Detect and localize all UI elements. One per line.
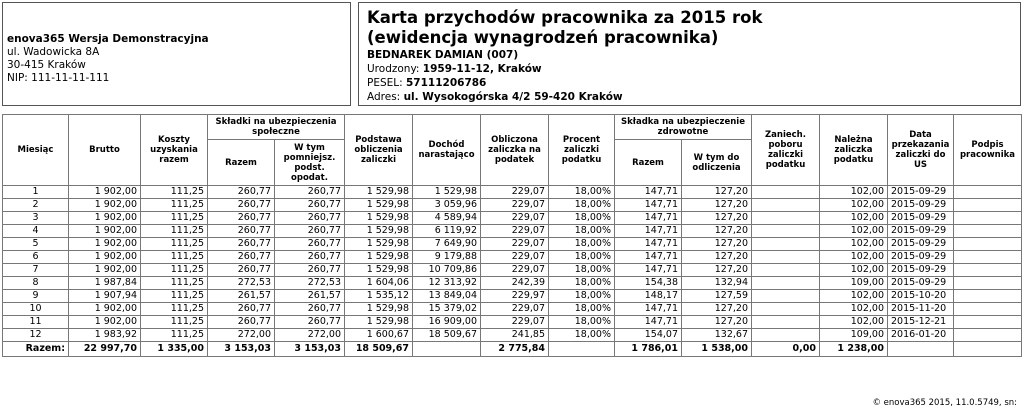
cell-month: 3 [3, 212, 69, 225]
cell-waiver [752, 225, 820, 238]
cell-rate: 18,00% [549, 251, 615, 264]
col-tax-base: Podstawa obliczenia zaliczki [345, 115, 413, 186]
cell-tax-base: 1 529,98 [345, 303, 413, 316]
cell-month: 4 [3, 225, 69, 238]
cell-month: 2 [3, 199, 69, 212]
total-due-advance: 1 238,00 [820, 342, 888, 357]
cell-cumulative: 18 509,67 [413, 329, 481, 342]
cell-transfer-date: 2015-09-29 [888, 238, 954, 251]
cell-due-advance: 109,00 [820, 329, 888, 342]
cell-tax-base: 1 529,98 [345, 264, 413, 277]
cell-rate: 18,00% [549, 316, 615, 329]
company-info-box [2, 2, 351, 106]
cell-gross: 1 902,00 [69, 186, 141, 199]
cell-signature [954, 303, 1022, 316]
col-social-deduct: W tym pomniejsz. podst. opodat. [275, 140, 345, 186]
cell-calc-advance: 229,07 [481, 225, 549, 238]
cell-social-deduct: 260,77 [275, 225, 345, 238]
cell-health-total: 147,71 [615, 212, 682, 225]
cell-social-deduct: 260,77 [275, 316, 345, 329]
table-row [3, 199, 1022, 212]
cell-due-advance: 102,00 [820, 303, 888, 316]
cell-month: 1 [3, 186, 69, 199]
table-body [3, 186, 1022, 357]
col-due-advance: Należna zaliczka podatku [820, 115, 888, 186]
cell-rate: 18,00% [549, 225, 615, 238]
cell-waiver [752, 277, 820, 290]
cell-calc-advance: 229,07 [481, 238, 549, 251]
cell-month: 5 [3, 238, 69, 251]
cell-rate: 18,00% [549, 212, 615, 225]
total-cumulative [413, 342, 481, 357]
cell-month: 10 [3, 303, 69, 316]
report-header-box [358, 2, 1021, 106]
cell-rate: 18,00% [549, 199, 615, 212]
cell-calc-advance: 229,97 [481, 290, 549, 303]
cell-cumulative: 6 119,92 [413, 225, 481, 238]
col-health-group: Składka na ubezpieczenie zdrowotne [615, 115, 752, 140]
cell-due-advance: 102,00 [820, 238, 888, 251]
cell-health-total: 147,71 [615, 251, 682, 264]
cell-rate: 18,00% [549, 290, 615, 303]
cell-social-total: 260,77 [208, 264, 275, 277]
cell-calc-advance: 229,07 [481, 199, 549, 212]
cell-rate: 18,00% [549, 303, 615, 316]
footer-copyright: © enova365 2015, 11.0.5749, sn: [872, 398, 1017, 408]
employee-born [367, 62, 1020, 76]
cell-signature [954, 316, 1022, 329]
company-street: ul. Wadowicka 8A [7, 46, 100, 58]
table-row [3, 212, 1022, 225]
total-health-total: 1 786,01 [615, 342, 682, 357]
cell-signature [954, 251, 1022, 264]
cell-signature [954, 264, 1022, 277]
cell-calc-advance: 229,07 [481, 251, 549, 264]
cell-calc-advance: 241,85 [481, 329, 549, 342]
col-month: Miesiąc [3, 115, 69, 186]
employee-pesel [367, 76, 1020, 90]
cell-gross: 1 902,00 [69, 316, 141, 329]
cell-costs: 111,25 [141, 303, 208, 316]
cell-calc-advance: 229,07 [481, 212, 549, 225]
total-signature [954, 342, 1022, 357]
cell-transfer-date: 2015-11-20 [888, 303, 954, 316]
cell-gross: 1 983,92 [69, 329, 141, 342]
cell-tax-base: 1 529,98 [345, 212, 413, 225]
report-title-line2: (ewidencja wynagrodzeń pracownika) [367, 28, 719, 47]
cell-costs: 111,25 [141, 186, 208, 199]
col-health-total: Razem [615, 140, 682, 186]
cell-cumulative: 1 529,98 [413, 186, 481, 199]
cell-calc-advance: 229,07 [481, 186, 549, 199]
cell-health-total: 147,71 [615, 225, 682, 238]
cell-rate: 18,00% [549, 329, 615, 342]
cell-social-total: 260,77 [208, 212, 275, 225]
cell-gross: 1 902,00 [69, 251, 141, 264]
col-transfer-date: Data przekazania zaliczki do US [888, 115, 954, 186]
total-costs: 1 335,00 [141, 342, 208, 357]
cell-transfer-date: 2015-12-21 [888, 316, 954, 329]
col-gross: Brutto [69, 115, 141, 186]
col-cumulative: Dochód narastająco [413, 115, 481, 186]
cell-waiver [752, 316, 820, 329]
total-gross: 22 997,70 [69, 342, 141, 357]
cell-health-total: 147,71 [615, 316, 682, 329]
cell-month: 6 [3, 251, 69, 264]
cell-tax-base: 1 529,98 [345, 316, 413, 329]
company-city: 30-415 Kraków [7, 59, 86, 71]
cell-tax-base: 1 529,98 [345, 251, 413, 264]
cell-social-total: 260,77 [208, 238, 275, 251]
cell-social-total: 260,77 [208, 251, 275, 264]
cell-signature [954, 199, 1022, 212]
cell-signature [954, 277, 1022, 290]
cell-gross: 1 902,00 [69, 238, 141, 251]
company-name: enova365 Wersja Demonstracyjna [7, 33, 209, 45]
cell-social-deduct: 272,53 [275, 277, 345, 290]
total-social-total: 3 153,03 [208, 342, 275, 357]
cell-gross: 1 987,84 [69, 277, 141, 290]
cell-health-deduct: 127,20 [682, 199, 752, 212]
cell-social-deduct: 260,77 [275, 303, 345, 316]
col-calc-advance: Obliczona zaliczka na podatek [481, 115, 549, 186]
cell-waiver [752, 186, 820, 199]
cell-health-deduct: 127,20 [682, 303, 752, 316]
cell-social-deduct: 260,77 [275, 264, 345, 277]
cell-transfer-date: 2016-01-20 [888, 329, 954, 342]
cell-health-deduct: 132,94 [682, 277, 752, 290]
cell-social-total: 260,77 [208, 316, 275, 329]
cell-social-deduct: 272,00 [275, 329, 345, 342]
cell-health-deduct: 132,67 [682, 329, 752, 342]
table-row [3, 329, 1022, 342]
cell-costs: 111,25 [141, 329, 208, 342]
cell-transfer-date: 2015-09-29 [888, 225, 954, 238]
cell-rate: 18,00% [549, 277, 615, 290]
table-row [3, 251, 1022, 264]
cell-cumulative: 9 179,88 [413, 251, 481, 264]
col-social-total: Razem [208, 140, 275, 186]
cell-gross: 1 902,00 [69, 199, 141, 212]
cell-costs: 111,25 [141, 251, 208, 264]
cell-health-deduct: 127,20 [682, 251, 752, 264]
total-row [3, 342, 1022, 357]
total-health-deduct: 1 538,00 [682, 342, 752, 357]
cell-waiver [752, 251, 820, 264]
cell-transfer-date: 2015-09-29 [888, 264, 954, 277]
cell-cumulative: 13 849,04 [413, 290, 481, 303]
cell-social-deduct: 260,77 [275, 212, 345, 225]
cell-calc-advance: 229,07 [481, 264, 549, 277]
cell-due-advance: 102,00 [820, 212, 888, 225]
cell-month: 8 [3, 277, 69, 290]
total-transfer-date [888, 342, 954, 357]
cell-due-advance: 109,00 [820, 277, 888, 290]
cell-cumulative: 7 649,90 [413, 238, 481, 251]
table-row [3, 277, 1022, 290]
cell-cumulative: 3 059,96 [413, 199, 481, 212]
table-row [3, 316, 1022, 329]
cell-calc-advance: 229,07 [481, 303, 549, 316]
cell-social-deduct: 261,57 [275, 290, 345, 303]
cell-social-total: 260,77 [208, 199, 275, 212]
cell-health-deduct: 127,20 [682, 186, 752, 199]
cell-social-total: 260,77 [208, 186, 275, 199]
company-nip: NIP: 111-11-11-111 [7, 72, 110, 84]
cell-gross: 1 902,00 [69, 303, 141, 316]
pesel-value: 57111206786 [406, 77, 487, 89]
cell-health-total: 147,71 [615, 238, 682, 251]
total-calc-advance: 2 775,84 [481, 342, 549, 357]
cell-rate: 18,00% [549, 186, 615, 199]
cell-health-deduct: 127,20 [682, 212, 752, 225]
cell-month: 12 [3, 329, 69, 342]
cell-tax-base: 1 529,98 [345, 225, 413, 238]
cell-cumulative: 12 313,92 [413, 277, 481, 290]
col-signature: Podpis pracownika [954, 115, 1022, 186]
cell-waiver [752, 238, 820, 251]
cell-health-deduct: 127,59 [682, 290, 752, 303]
cell-due-advance: 102,00 [820, 199, 888, 212]
cell-costs: 111,25 [141, 264, 208, 277]
cell-rate: 18,00% [549, 264, 615, 277]
cell-tax-base: 1 600,67 [345, 329, 413, 342]
cell-tax-base: 1 535,12 [345, 290, 413, 303]
cell-health-deduct: 127,20 [682, 225, 752, 238]
cell-transfer-date: 2015-09-29 [888, 212, 954, 225]
cell-social-total: 261,57 [208, 290, 275, 303]
cell-transfer-date: 2015-09-29 [888, 251, 954, 264]
cell-health-total: 147,71 [615, 199, 682, 212]
cell-health-total: 148,17 [615, 290, 682, 303]
col-rate: Procent zaliczki podatku [549, 115, 615, 186]
cell-gross: 1 907,94 [69, 290, 141, 303]
cell-social-total: 260,77 [208, 303, 275, 316]
table-row [3, 290, 1022, 303]
cell-signature [954, 212, 1022, 225]
cell-gross: 1 902,00 [69, 264, 141, 277]
table-row [3, 225, 1022, 238]
cell-health-deduct: 127,20 [682, 264, 752, 277]
table-row [3, 238, 1022, 251]
cell-cumulative: 10 709,86 [413, 264, 481, 277]
total-rate [549, 342, 615, 357]
cell-social-deduct: 260,77 [275, 238, 345, 251]
cell-transfer-date: 2015-09-29 [888, 199, 954, 212]
employee-name: BEDNAREK DAMIAN (007) [367, 49, 519, 61]
cell-signature [954, 290, 1022, 303]
cell-calc-advance: 229,07 [481, 316, 549, 329]
cell-waiver [752, 212, 820, 225]
cell-cumulative: 16 909,00 [413, 316, 481, 329]
cell-health-total: 147,71 [615, 303, 682, 316]
cell-due-advance: 102,00 [820, 186, 888, 199]
col-waiver: Zaniech. poboru zaliczki podatku [752, 115, 820, 186]
cell-due-advance: 102,00 [820, 225, 888, 238]
cell-cumulative: 4 589,94 [413, 212, 481, 225]
table-row [3, 303, 1022, 316]
total-waiver: 0,00 [752, 342, 820, 357]
col-social-group: Składki na ubezpieczenia społeczne [208, 115, 345, 140]
cell-waiver [752, 290, 820, 303]
cell-social-deduct: 260,77 [275, 199, 345, 212]
cell-health-total: 154,07 [615, 329, 682, 342]
cell-health-total: 154,38 [615, 277, 682, 290]
cell-tax-base: 1 529,98 [345, 186, 413, 199]
cell-costs: 111,25 [141, 316, 208, 329]
report-title-line1: Karta przychodów pracownika za 2015 rok [367, 8, 763, 27]
cell-tax-base: 1 529,98 [345, 199, 413, 212]
total-month: Razem: [3, 342, 69, 357]
cell-waiver [752, 264, 820, 277]
cell-costs: 111,25 [141, 290, 208, 303]
cell-rate: 18,00% [549, 238, 615, 251]
employee-address [367, 90, 1020, 104]
cell-signature [954, 186, 1022, 199]
cell-waiver [752, 329, 820, 342]
cell-transfer-date: 2015-10-20 [888, 290, 954, 303]
col-health-deduct: W tym do odliczenia [682, 140, 752, 186]
cell-due-advance: 102,00 [820, 264, 888, 277]
cell-calc-advance: 242,39 [481, 277, 549, 290]
cell-due-advance: 102,00 [820, 251, 888, 264]
cell-social-deduct: 260,77 [275, 186, 345, 199]
cell-signature [954, 225, 1022, 238]
cell-waiver [752, 199, 820, 212]
total-social-deduct: 3 153,03 [275, 342, 345, 357]
cell-costs: 111,25 [141, 238, 208, 251]
pesel-label: PESEL: [367, 77, 403, 89]
cell-month: 11 [3, 316, 69, 329]
income-table [2, 114, 1022, 357]
cell-costs: 111,25 [141, 212, 208, 225]
cell-signature [954, 238, 1022, 251]
cell-health-deduct: 127,20 [682, 316, 752, 329]
col-costs: Koszty uzyskania razem [141, 115, 208, 186]
cell-month: 7 [3, 264, 69, 277]
cell-cumulative: 15 379,02 [413, 303, 481, 316]
cell-health-total: 147,71 [615, 264, 682, 277]
table-row [3, 186, 1022, 199]
cell-gross: 1 902,00 [69, 225, 141, 238]
cell-social-total: 272,53 [208, 277, 275, 290]
cell-social-deduct: 260,77 [275, 251, 345, 264]
cell-tax-base: 1 529,98 [345, 238, 413, 251]
cell-signature [954, 329, 1022, 342]
table-row [3, 264, 1022, 277]
cell-social-total: 260,77 [208, 225, 275, 238]
cell-gross: 1 902,00 [69, 212, 141, 225]
cell-month: 9 [3, 290, 69, 303]
cell-tax-base: 1 604,06 [345, 277, 413, 290]
cell-waiver [752, 303, 820, 316]
total-tax-base: 18 509,67 [345, 342, 413, 357]
address-value: ul. Wysokogórska 4/2 59-420 Kraków [403, 91, 623, 103]
address-label: Adres: [367, 91, 401, 103]
born-label: Urodzony: [367, 63, 420, 75]
cell-costs: 111,25 [141, 225, 208, 238]
cell-due-advance: 102,00 [820, 290, 888, 303]
born-value: 1959-11-12, Kraków [422, 63, 542, 75]
cell-costs: 111,25 [141, 199, 208, 212]
cell-social-total: 272,00 [208, 329, 275, 342]
cell-transfer-date: 2015-09-29 [888, 186, 954, 199]
cell-transfer-date: 2015-09-29 [888, 277, 954, 290]
cell-due-advance: 102,00 [820, 316, 888, 329]
cell-health-deduct: 127,20 [682, 238, 752, 251]
cell-health-total: 147,71 [615, 186, 682, 199]
cell-costs: 111,25 [141, 277, 208, 290]
